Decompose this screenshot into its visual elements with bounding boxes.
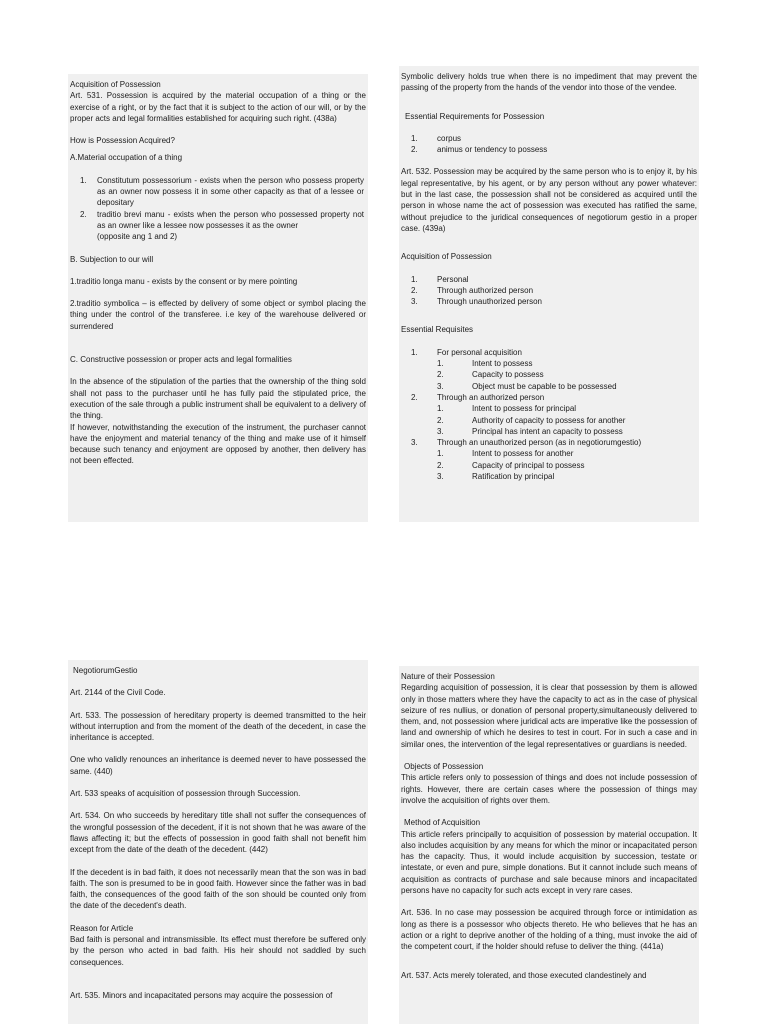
paragraph: 1.traditio longa manu - exists by the consent or by mere pointing	[70, 276, 298, 286]
note: (opposite ang 1 and 2)	[97, 232, 178, 242]
article-535: Art. 535. Minors and incapacitated persons may acquire the possession of	[70, 990, 333, 1000]
list-text: Capacity of principal to possess	[472, 460, 585, 470]
sublist-item	[401, 403, 697, 414]
list-number: 3.	[411, 297, 418, 307]
list-text: traditio brevi manu - exists when the person who possessed property not as an owner like a lessee now possesses it as the owner	[97, 209, 364, 230]
article-537: Art. 537. Acts merely tolerated, and those executed clandestinely and	[401, 970, 647, 980]
list-item	[401, 133, 697, 144]
sublist-item	[401, 471, 697, 482]
paragraph: If however, notwithstanding the execution of the instrument, the purchaser cannot have the enjoyment and material tenancy of the thing and make use of it himself because such tenancy and enjoyment are opposed by another, then delivery has not been effected.	[70, 422, 366, 466]
sublist-item	[401, 381, 697, 392]
list-item	[401, 274, 697, 285]
list-number: 2.	[411, 285, 418, 295]
article-532: Art. 532. Possession may be acquired by the same person who is to enjoy it, by his legal representative, by his agent, or by any person without any power whatever: but in the last case, the possession shall not be considered as acquired until the person in whose name the act of possession was executed has ratified the same, without prejudice to the juridical consequences of negotiorum gestio in a proper case. (439a)	[401, 167, 697, 233]
section-title: NegotiorumGestio	[73, 666, 138, 675]
heading-c: C. Constructive possession or proper acts and legal formalities	[70, 355, 292, 365]
list-number: 2.	[437, 460, 444, 470]
list-text: Through authorized person	[437, 285, 534, 295]
list-number: 1.	[437, 449, 444, 459]
article-536: Art. 536. In no case may possession be acquired through force or intimidation as long as there is a possessor who objects thereto. He who believes that he has an action or a right to deprive another of the holding of a thing, must invoke the aid of the competent court, if the holder should refuse to deliver the thing. (441a)	[401, 908, 697, 952]
heading-b: B. Subjection to our will	[70, 254, 154, 264]
list-item	[401, 296, 697, 307]
list-text: Object must be capable to be possessed	[472, 381, 617, 391]
list-text: Ratification by principal	[472, 472, 555, 482]
list-item	[401, 347, 697, 358]
paragraph: Symbolic delivery holds true when there is no impediment that may prevent the passing of the property from the hands of the vendor into those of the vendee.	[401, 72, 697, 93]
list-text: animus or tendency to possess	[437, 145, 548, 155]
list-number: 1.	[411, 274, 418, 284]
section-heading: Reason for Article	[70, 923, 134, 933]
list-text: Personal	[437, 274, 469, 284]
list-number: 1.	[437, 359, 444, 369]
sublist-item	[401, 369, 697, 380]
paragraph: One who validly renounces an inheritance is deemed never to have possessed the same. (440)	[70, 755, 366, 776]
section-heading: Essential Requirements for Possession	[405, 111, 545, 121]
paragraph: Bad faith is personal and intransmissible. Its effect must therefore be suffered only by the person who acted in bad faith. His heir should not saddled by such consequences.	[70, 935, 366, 967]
list-number: 3.	[437, 381, 444, 391]
sublist-item	[401, 460, 697, 471]
page1-right-column	[399, 66, 699, 522]
paragraph: Art. 533 speaks of acquisition of possession through Succession.	[70, 789, 301, 799]
list-item	[401, 285, 697, 296]
section-title: Acquisition of Possession	[70, 80, 161, 89]
list-number: 2.	[80, 209, 87, 219]
list-text: Constitutum possessorium - exists when the person who possess property as an owner now possess it in some other capacity as that of a lessee or depositary	[97, 175, 364, 208]
sublist-item	[401, 448, 697, 459]
list-text: corpus	[437, 133, 462, 143]
list-number: 2.	[411, 392, 418, 402]
list-text: Intent to possess for another	[472, 449, 574, 459]
list-item	[401, 144, 697, 155]
list-text: Intent to possess for principal	[472, 404, 577, 414]
list-text: Through an authorized person	[437, 392, 545, 402]
list-number: 2.	[437, 370, 444, 380]
article-533: Art. 533. The possession of hereditary property is deemed transmitted to the heir without interruption and from the moment of the death of the decedent, in case the inheritance is accepted.	[70, 710, 366, 743]
sublist-item	[401, 426, 697, 437]
list-text: Intent to possess	[472, 359, 533, 369]
list-text: For personal acquisition	[437, 347, 522, 357]
list-item	[70, 175, 366, 209]
list-number: 1.	[437, 404, 444, 414]
page2-left-column	[68, 660, 368, 1024]
list-item	[70, 209, 366, 232]
list-number: 3.	[437, 472, 444, 482]
section-heading: Method of Acquisition	[404, 818, 481, 828]
sublist-item	[401, 415, 697, 426]
list-number: 2.	[411, 145, 418, 155]
list-item	[401, 437, 697, 448]
list-item	[401, 392, 697, 403]
list-number: 1.	[80, 175, 87, 185]
list-text: Through unauthorized person	[437, 297, 542, 307]
list-number: 1.	[411, 133, 418, 143]
list-text: Capacity to possess	[472, 370, 544, 380]
sublist-item	[401, 358, 697, 369]
question-heading: How is Possession Acquired?	[70, 136, 175, 146]
list-text: Authority of capacity to possess for another	[472, 415, 626, 425]
article-534: Art. 534. On who succeeds by hereditary title shall not suffer the consequences of the wrongful possession of the decedent, if it is not shown that he was aware of the flaws affecting it; but the effects of possession in good faith shall not benefit him except from the date of the death of the decedent. (442)	[70, 811, 366, 855]
list-number: 1.	[411, 347, 418, 357]
paragraph: Art. 2144 of the Civil Code.	[70, 688, 166, 698]
heading-a: A.Material occupation of a thing	[70, 153, 183, 163]
list-number: 2.	[437, 415, 444, 425]
list-text: Principal has intent an capacity to possess	[472, 426, 623, 436]
paragraph: Regarding acquisition of possession, it is clear that possession by them is allowed only in those matters where they have the capacity to act as in the case of physical seizure of res nullius, or donation of personal property,simultaneously delivered to them, and, not possession where juridical acts are imperative like the possession of land and ownership of which he desires to test in court. For in such a case and in similar ones, the intervention of the legal representatives or guardians is needed.	[401, 683, 697, 749]
page2-right-column	[399, 666, 699, 1024]
list-number: 3.	[437, 426, 444, 436]
paragraph: In the absence of the stipulation of the parties that the ownership of the thing sold shall not pass to the purchaser until he has fully paid the stipulated price, the execution of the sale through a public instrument shall be equivalent to a delivery of the thing.	[70, 377, 366, 421]
paragraph: If the decedent is in bad faith, it does not necessarily mean that the son was in bad faith. The son is presumed to be in good faith. However since the father was in bad faith, the consequences of the good faith of the son should be counted only from the date of the decedent's death.	[70, 867, 366, 911]
list-text: Through an unauthorized person (as in negotiorumgestio)	[437, 438, 642, 448]
section-heading: Essential Requisites	[401, 325, 474, 335]
section-heading: Objects of Possession	[404, 762, 484, 772]
section-heading: Acquisition of Possession	[401, 252, 492, 262]
section-heading: Nature of their Possession	[401, 672, 495, 681]
paragraph: This article refers principally to acquisition of possession by material occupation. It also includes acquisition by any means for which the minor or incapacitated person has the capacity. Thus, it would include acquisition by succession, testate or intestate, or even and pure, simple donations. But it cannot include such means of acquisition as contracts of purchase and sale because minors and incapacitated persons have no capacity for such acts except in very rare cases.	[401, 829, 697, 896]
list-number: 3.	[411, 438, 418, 448]
article-531: Art. 531. Possession is acquired by the material occupation of a thing or the exercise of a right, or by the fact that it is subject to the action of our will, or by the proper acts and legal formalities established for acquiring such right. (438a)	[70, 91, 366, 123]
paragraph: 2.traditio symbolica – is effected by delivery of some object or symbol placing the thing under the control of the transferee. i.e key of the warehouse delivered or surrendered	[70, 299, 366, 331]
paragraph: This article refers only to possession of things and does not include possession of rights. However, there are certain cases where the possession of things may involve the acquisition of rights over them.	[401, 773, 697, 805]
page1-left-column	[68, 74, 368, 522]
